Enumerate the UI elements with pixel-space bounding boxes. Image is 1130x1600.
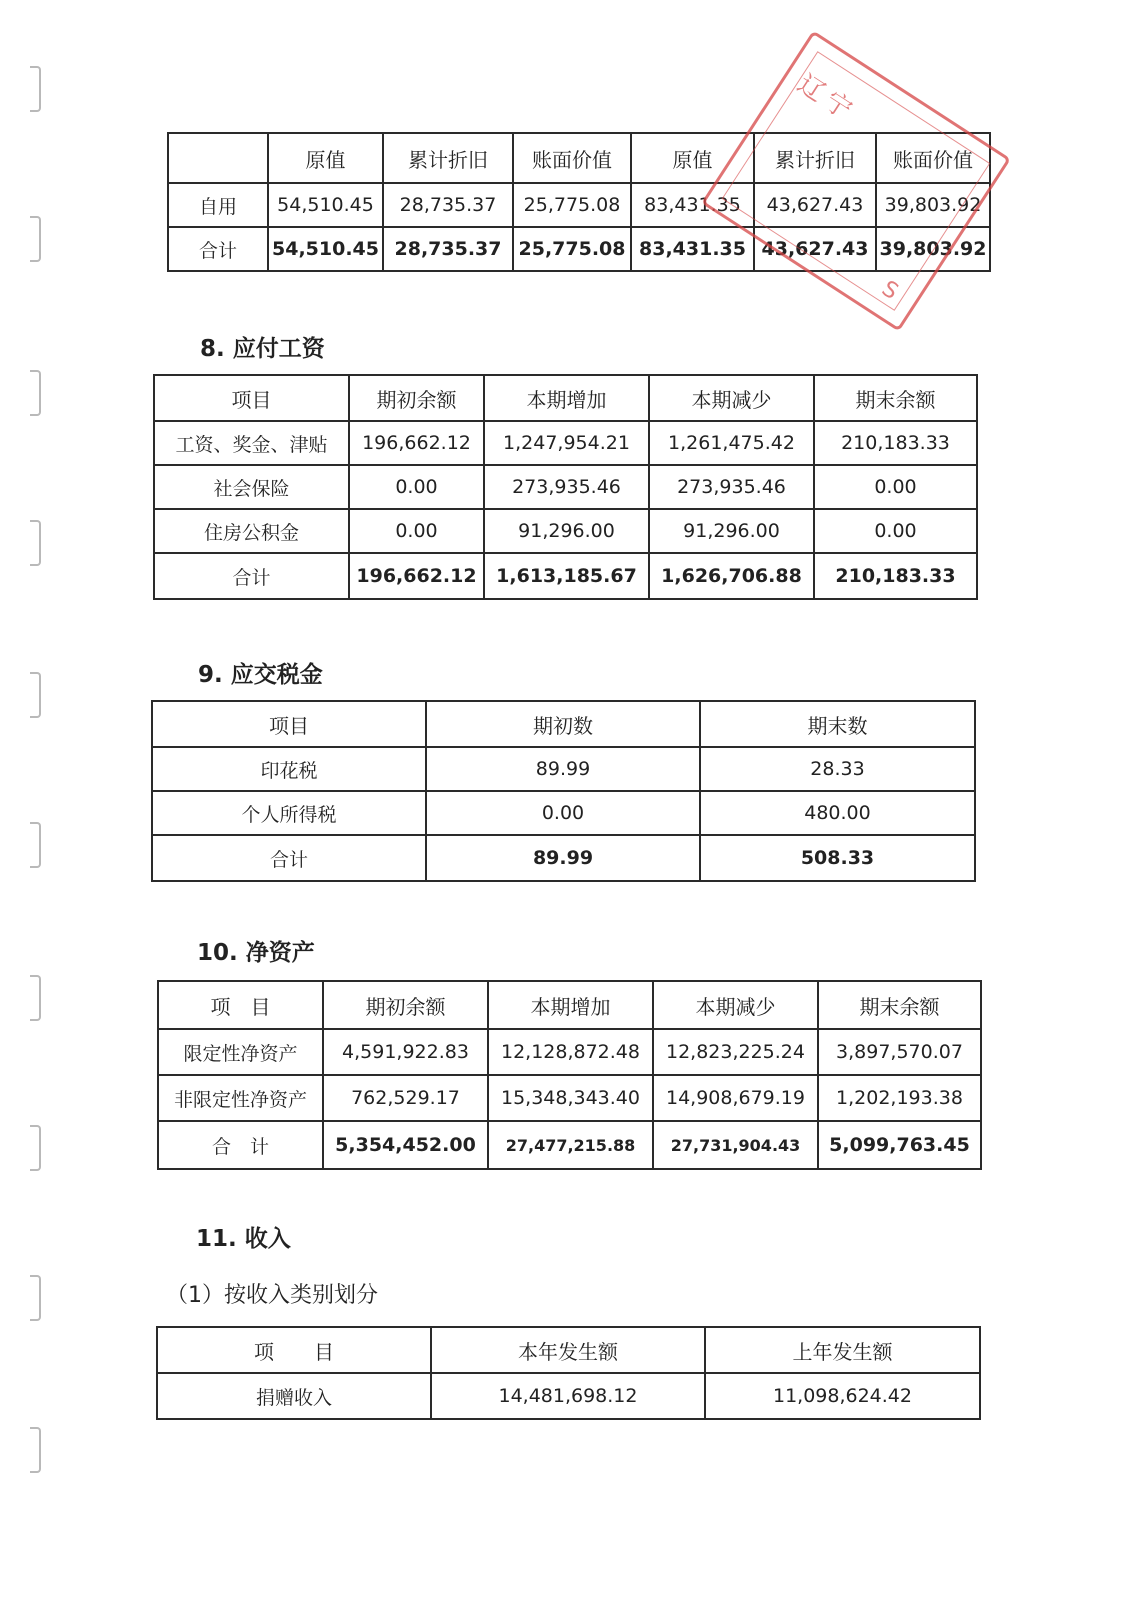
table-cell: 14,481,698.12	[431, 1373, 705, 1419]
table-row	[154, 421, 977, 465]
table-cell: 12,128,872.48	[488, 1029, 653, 1075]
section-heading: 11. 收入	[196, 1226, 291, 1252]
table-row	[157, 1373, 980, 1419]
row-label: 工资、奖金、津贴	[154, 421, 349, 465]
row-label: 合 计	[158, 1121, 323, 1169]
table-cell: 1,202,193.38	[818, 1075, 981, 1121]
header-cell: 本期减少	[649, 375, 814, 421]
row-label: 合计	[168, 227, 268, 271]
header-cell: 期初余额	[323, 981, 488, 1029]
binding-hole-mark	[30, 1275, 41, 1321]
table-cell: 5,099,763.45	[818, 1121, 981, 1169]
table-cell: 210,183.33	[814, 553, 977, 599]
table-header-row	[158, 981, 981, 1029]
total-row	[168, 227, 990, 271]
table-row	[154, 465, 977, 509]
binding-hole-mark	[30, 672, 41, 718]
binding-hole-mark	[30, 216, 41, 262]
table-header-row	[157, 1327, 980, 1373]
header-cell: 本年发生额	[431, 1327, 705, 1373]
table-cell: 15,348,343.40	[488, 1075, 653, 1121]
header-cell: 账面价值	[513, 133, 631, 183]
table-header-row	[168, 133, 990, 183]
table-cell: 28,735.37	[383, 183, 513, 227]
header-cell: 期初数	[426, 701, 700, 747]
binding-hole-mark	[30, 370, 41, 416]
fixed-asset-table	[167, 132, 991, 272]
binding-hole-mark	[30, 975, 41, 1021]
table-cell: 89.99	[426, 747, 700, 791]
taxes-payable-table	[151, 700, 976, 882]
section-subheading: （1）按收入类别划分	[166, 1283, 378, 1308]
row-label: 合计	[152, 835, 426, 881]
table-cell: 39,803.92	[876, 183, 990, 227]
section-heading: 9. 应交税金	[198, 662, 323, 688]
binding-hole-mark	[30, 822, 41, 868]
table-cell: 273,935.46	[484, 465, 649, 509]
table-cell: 39,803.92	[876, 227, 990, 271]
table-row	[152, 747, 975, 791]
header-cell: 上年发生额	[705, 1327, 980, 1373]
header-cell	[168, 133, 268, 183]
table-cell: 28,735.37	[383, 227, 513, 271]
header-cell: 原值	[268, 133, 383, 183]
table-cell: 1,247,954.21	[484, 421, 649, 465]
row-label: 合计	[154, 553, 349, 599]
table-cell: 0.00	[349, 509, 484, 553]
table-cell: 0.00	[349, 465, 484, 509]
table-cell: 27,731,904.43	[653, 1121, 818, 1169]
table-header-row	[154, 375, 977, 421]
table-cell: 12,823,225.24	[653, 1029, 818, 1075]
table-header-row	[152, 701, 975, 747]
table-row	[154, 509, 977, 553]
table-cell: 4,591,922.83	[323, 1029, 488, 1075]
red-seal-stamp: 辽宁 S	[701, 30, 1011, 331]
table-cell: 27,477,215.88	[488, 1121, 653, 1169]
header-cell: 项 目	[158, 981, 323, 1029]
table-cell: 196,662.12	[349, 553, 484, 599]
binding-hole-mark	[30, 520, 41, 566]
table-cell: 3,897,570.07	[818, 1029, 981, 1075]
table-cell: 43,627.43	[754, 183, 876, 227]
header-cell: 账面价值	[876, 133, 990, 183]
net-assets-table	[157, 980, 982, 1170]
income-category-table	[156, 1326, 981, 1420]
table-cell: 196,662.12	[349, 421, 484, 465]
table-row	[168, 183, 990, 227]
table-cell: 43,627.43	[754, 227, 876, 271]
binding-hole-mark	[30, 1427, 41, 1473]
table-cell: 11,098,624.42	[705, 1373, 980, 1419]
table-cell: 25,775.08	[513, 183, 631, 227]
table-cell: 91,296.00	[484, 509, 649, 553]
table-row	[152, 791, 975, 835]
header-cell: 累计折旧	[754, 133, 876, 183]
row-label: 非限定性净资产	[158, 1075, 323, 1121]
table-row	[158, 1075, 981, 1121]
payable-wages-table	[153, 374, 978, 600]
header-cell: 项 目	[157, 1327, 431, 1373]
table-cell: 480.00	[700, 791, 975, 835]
header-cell: 项目	[154, 375, 349, 421]
section-heading: 8. 应付工资	[200, 336, 325, 362]
table-cell: 508.33	[700, 835, 975, 881]
header-cell: 期末数	[700, 701, 975, 747]
table-cell: 0.00	[426, 791, 700, 835]
table-cell: 83,431.35	[631, 227, 754, 271]
row-label: 个人所得税	[152, 791, 426, 835]
table-cell: 0.00	[814, 509, 977, 553]
table-cell: 210,183.33	[814, 421, 977, 465]
total-row	[158, 1121, 981, 1169]
header-cell: 原值	[631, 133, 754, 183]
table-row	[158, 1029, 981, 1075]
table-cell: 83,431.35	[631, 183, 754, 227]
header-cell: 累计折旧	[383, 133, 513, 183]
table-cell: 1,261,475.42	[649, 421, 814, 465]
table-cell: 54,510.45	[268, 183, 383, 227]
table-cell: 273,935.46	[649, 465, 814, 509]
header-cell: 期末余额	[818, 981, 981, 1029]
row-label: 自用	[168, 183, 268, 227]
row-label: 社会保险	[154, 465, 349, 509]
row-label: 捐赠收入	[157, 1373, 431, 1419]
header-cell: 本期减少	[653, 981, 818, 1029]
binding-hole-mark	[30, 1125, 41, 1171]
total-row	[152, 835, 975, 881]
table-cell: 5,354,452.00	[323, 1121, 488, 1169]
table-cell: 762,529.17	[323, 1075, 488, 1121]
binding-hole-mark	[30, 66, 41, 112]
header-cell: 本期增加	[484, 375, 649, 421]
row-label: 印花税	[152, 747, 426, 791]
row-label: 住房公积金	[154, 509, 349, 553]
table-cell: 0.00	[814, 465, 977, 509]
table-cell: 91,296.00	[649, 509, 814, 553]
row-label: 限定性净资产	[158, 1029, 323, 1075]
table-cell: 54,510.45	[268, 227, 383, 271]
table-cell: 89.99	[426, 835, 700, 881]
table-cell: 28.33	[700, 747, 975, 791]
header-cell: 期初余额	[349, 375, 484, 421]
header-cell: 期末余额	[814, 375, 977, 421]
section-heading: 10. 净资产	[197, 940, 315, 966]
total-row	[154, 553, 977, 599]
table-cell: 25,775.08	[513, 227, 631, 271]
table-cell: 14,908,679.19	[653, 1075, 818, 1121]
header-cell: 本期增加	[488, 981, 653, 1029]
header-cell: 项目	[152, 701, 426, 747]
table-cell: 1,626,706.88	[649, 553, 814, 599]
table-cell: 1,613,185.67	[484, 553, 649, 599]
